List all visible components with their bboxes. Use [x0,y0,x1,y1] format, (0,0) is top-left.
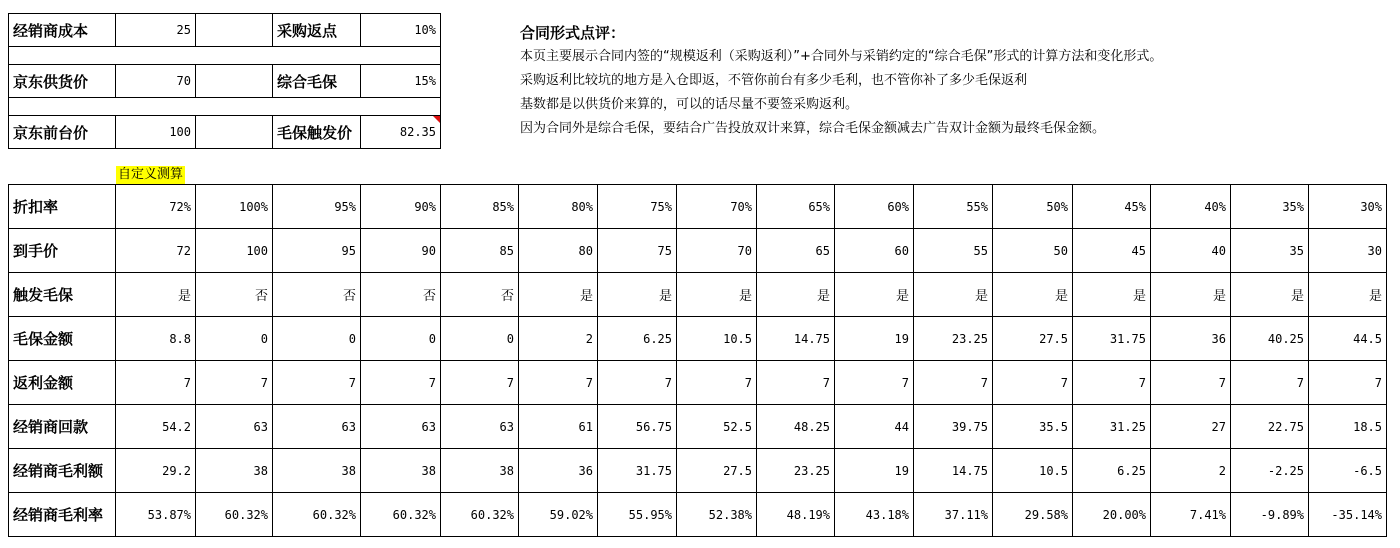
table-cell[interactable]: 18.5 [1309,405,1387,449]
dealer-cost-label[interactable]: 经销商成本 [9,14,116,47]
table-cell[interactable]: 63 [273,405,361,449]
table-cell[interactable]: 80 [519,229,598,273]
table-cell[interactable]: 是 [598,273,677,317]
table-cell[interactable]: 52.5 [677,405,757,449]
table-cell[interactable]: 是 [757,273,835,317]
table-cell[interactable]: 2 [519,317,598,361]
table-cell[interactable]: 50% [993,185,1073,229]
table-cell[interactable]: 53.87% [116,493,196,537]
table-cell[interactable]: 85 [441,229,519,273]
spacer-row [9,47,441,65]
custom-calc-label[interactable]: 自定义测算 [118,167,184,182]
table-cell[interactable]: 59.02% [519,493,598,537]
table-cell[interactable]: 40% [1151,185,1231,229]
table-cell[interactable]: 7 [196,361,273,405]
table-cell[interactable]: 否 [441,273,519,317]
jd-supply-price-label[interactable]: 京东供货价 [9,65,116,98]
table-cell[interactable]: 61 [519,405,598,449]
table-cell[interactable]: 是 [993,273,1073,317]
table-cell[interactable]: -6.5 [1309,449,1387,493]
comment-title: 合同形式点评： [520,24,626,42]
table-cell[interactable]: 是 [1151,273,1231,317]
table-cell[interactable]: 27.5 [993,317,1073,361]
row-label[interactable]: 触发毛保 [9,273,116,317]
comment-line: 基数都是以供货价来算的，可以的话尽量不要签采购返利。 [520,97,859,112]
table-cell[interactable]: 20.00% [1073,493,1151,537]
table-cell[interactable]: 7 [116,361,196,405]
table-cell[interactable]: 7 [993,361,1073,405]
table-cell[interactable]: 14.75 [914,449,993,493]
table-cell[interactable]: 48.19% [757,493,835,537]
table-cell[interactable]: 56.75 [598,405,677,449]
table-cell[interactable]: 6.25 [1073,449,1151,493]
table-cell[interactable]: 40.25 [1231,317,1309,361]
table-cell[interactable]: 0 [196,317,273,361]
table-cell[interactable]: 29.58% [993,493,1073,537]
comment-marker-icon [433,116,440,123]
table-cell[interactable]: 39.75 [914,405,993,449]
table-cell[interactable]: 7 [441,361,519,405]
table-cell[interactable]: 6.25 [598,317,677,361]
combined-margin-value[interactable]: 15% [361,65,441,98]
table-cell[interactable]: 7 [1073,361,1151,405]
comment-line: 本页主要展示合同内签的“规模返利（采购返利）”+合同外与采销约定的“综合毛保”形式的计算方法和变化形式。 [520,49,1163,64]
table-cell[interactable]: 60.32% [273,493,361,537]
table-cell[interactable]: 80% [519,185,598,229]
contract-comment [520,21,1390,141]
table-cell[interactable]: 27 [1151,405,1231,449]
table-cell[interactable]: 100% [196,185,273,229]
comment-line: 因为合同外是综合毛保，要结合广告投放双计来算，综合毛保金额减去广告双计金额为最终毛保金额。 [520,121,1106,136]
table-cell[interactable]: 65 [757,229,835,273]
margin-trigger-number: 82.35 [399,125,436,139]
table-cell[interactable]: 是 [116,273,196,317]
table-cell[interactable]: 31.75 [1073,317,1151,361]
dealer-cost-value[interactable]: 25 [116,14,196,47]
table-row-margin-amount [9,317,1387,361]
table-cell[interactable]: 7 [1309,361,1387,405]
margin-trigger-value[interactable] [361,116,441,149]
empty-cell[interactable] [196,65,273,98]
table-cell[interactable]: 是 [677,273,757,317]
table-row-dealer-payback [9,405,1387,449]
table-cell[interactable]: 72 [116,229,196,273]
table-cell[interactable]: -2.25 [1231,449,1309,493]
table-cell[interactable]: 60.32% [441,493,519,537]
table-cell[interactable]: 31.75 [598,449,677,493]
table-cell[interactable]: 60.32% [361,493,441,537]
table-cell[interactable]: 7.41% [1151,493,1231,537]
table-cell[interactable]: 7 [1151,361,1231,405]
row-label[interactable]: 经销商毛利额 [9,449,116,493]
table-cell[interactable]: 44.5 [1309,317,1387,361]
table-cell[interactable]: 60% [835,185,914,229]
table-cell[interactable]: 95% [273,185,361,229]
table-cell[interactable]: 85% [441,185,519,229]
table-cell[interactable]: 48.25 [757,405,835,449]
table-cell[interactable]: 0 [361,317,441,361]
table-cell[interactable]: 7 [835,361,914,405]
table-cell[interactable]: 2 [1151,449,1231,493]
table-cell[interactable]: 30 [1309,229,1387,273]
table-cell[interactable]: 否 [196,273,273,317]
table-cell[interactable]: 55 [914,229,993,273]
table-cell[interactable]: 7 [598,361,677,405]
row-label[interactable]: 经销商毛利率 [9,493,116,537]
table-cell[interactable]: 75 [598,229,677,273]
table-cell[interactable]: 54.2 [116,405,196,449]
table-cell[interactable]: 40 [1151,229,1231,273]
empty-cell[interactable] [196,116,273,149]
table-row-dealer-gross-margin [9,493,1387,537]
table-cell[interactable]: 是 [1073,273,1151,317]
table-cell[interactable]: 否 [273,273,361,317]
table-cell[interactable]: 7 [677,361,757,405]
table-cell[interactable]: 19 [835,449,914,493]
table-cell[interactable]: 是 [914,273,993,317]
table-cell[interactable]: 38 [196,449,273,493]
table-cell[interactable]: 7 [273,361,361,405]
table-row-rebate-amount [9,361,1387,405]
table-cell[interactable]: 7 [519,361,598,405]
table-cell[interactable]: 31.25 [1073,405,1151,449]
table-cell[interactable]: 36 [1151,317,1231,361]
table-cell[interactable]: 38 [441,449,519,493]
table-cell[interactable]: 14.75 [757,317,835,361]
table-cell[interactable]: 19 [835,317,914,361]
purchase-rebate-label[interactable]: 采购返点 [273,14,361,47]
row-label[interactable]: 返利金额 [9,361,116,405]
table-row-dealer-gross-profit [9,449,1387,493]
table-cell[interactable]: 0 [273,317,361,361]
table-cell[interactable]: 43.18% [835,493,914,537]
table-cell[interactable]: 72% [116,185,196,229]
table-cell[interactable]: 44 [835,405,914,449]
table-cell[interactable]: 90 [361,229,441,273]
purchase-rebate-value[interactable]: 10% [361,14,441,47]
table-cell[interactable]: 是 [835,273,914,317]
table-cell[interactable]: 70% [677,185,757,229]
combined-margin-label[interactable]: 综合毛保 [273,65,361,98]
table-cell[interactable]: 否 [361,273,441,317]
table-cell[interactable]: 60.32% [196,493,273,537]
table-cell[interactable]: 55.95% [598,493,677,537]
table-cell[interactable]: 45 [1073,229,1151,273]
table-cell[interactable]: -9.89% [1231,493,1309,537]
table-cell[interactable]: 是 [1231,273,1309,317]
table-cell[interactable]: 0 [441,317,519,361]
table-cell[interactable]: 38 [273,449,361,493]
table-cell[interactable]: 50 [993,229,1073,273]
table-cell[interactable]: 8.8 [116,317,196,361]
table-cell[interactable]: 23.25 [914,317,993,361]
row-label[interactable]: 经销商回款 [9,405,116,449]
table-cell[interactable]: 63 [196,405,273,449]
table-cell[interactable]: 10.5 [677,317,757,361]
table-cell[interactable]: 29.2 [116,449,196,493]
table-cell[interactable]: 37.11% [914,493,993,537]
table-cell[interactable]: 36 [519,449,598,493]
table-cell[interactable]: 65% [757,185,835,229]
table-cell[interactable]: 22.75 [1231,405,1309,449]
summary-table [8,13,441,149]
table-cell[interactable]: 60 [835,229,914,273]
table-cell[interactable]: 30% [1309,185,1387,229]
table-cell[interactable]: 10.5 [993,449,1073,493]
table-cell[interactable]: 7 [757,361,835,405]
table-cell[interactable]: 45% [1073,185,1151,229]
spacer-row [9,98,441,116]
table-cell[interactable]: 70 [677,229,757,273]
table-cell[interactable]: 7 [361,361,441,405]
table-cell[interactable]: 7 [914,361,993,405]
table-cell[interactable]: 38 [361,449,441,493]
margin-trigger-label[interactable]: 毛保触发价 [273,116,361,149]
table-cell[interactable]: 52.38% [677,493,757,537]
table-cell[interactable]: 23.25 [757,449,835,493]
calculation-table [8,184,1387,537]
comment-line: 采购返利比较坑的地方是入仓即返，不管你前台有多少毛利，也不管你补了多少毛保返利 [520,73,1028,88]
jd-front-price-value[interactable]: 100 [116,116,196,149]
table-cell[interactable]: 63 [361,405,441,449]
table-row-trigger-margin [9,273,1387,317]
table-cell[interactable]: 7 [1231,361,1309,405]
table-cell[interactable]: 95 [273,229,361,273]
table-cell[interactable]: 35% [1231,185,1309,229]
table-cell[interactable]: -35.14% [1309,493,1387,537]
jd-supply-price-value[interactable]: 70 [116,65,196,98]
table-cell[interactable]: 是 [1309,273,1387,317]
jd-front-price-label[interactable]: 京东前台价 [9,116,116,149]
table-cell[interactable]: 35.5 [993,405,1073,449]
table-cell[interactable]: 90% [361,185,441,229]
table-row-final-price [9,229,1387,273]
row-label[interactable]: 毛保金额 [9,317,116,361]
table-cell[interactable]: 27.5 [677,449,757,493]
table-cell[interactable]: 35 [1231,229,1309,273]
row-label[interactable]: 到手价 [9,229,116,273]
table-row-discount-rate [9,185,1387,229]
table-cell[interactable]: 是 [519,273,598,317]
row-label[interactable]: 折扣率 [9,185,116,229]
table-cell[interactable]: 100 [196,229,273,273]
table-cell[interactable]: 63 [441,405,519,449]
empty-cell[interactable] [196,14,273,47]
table-cell[interactable]: 55% [914,185,993,229]
table-cell[interactable]: 75% [598,185,677,229]
